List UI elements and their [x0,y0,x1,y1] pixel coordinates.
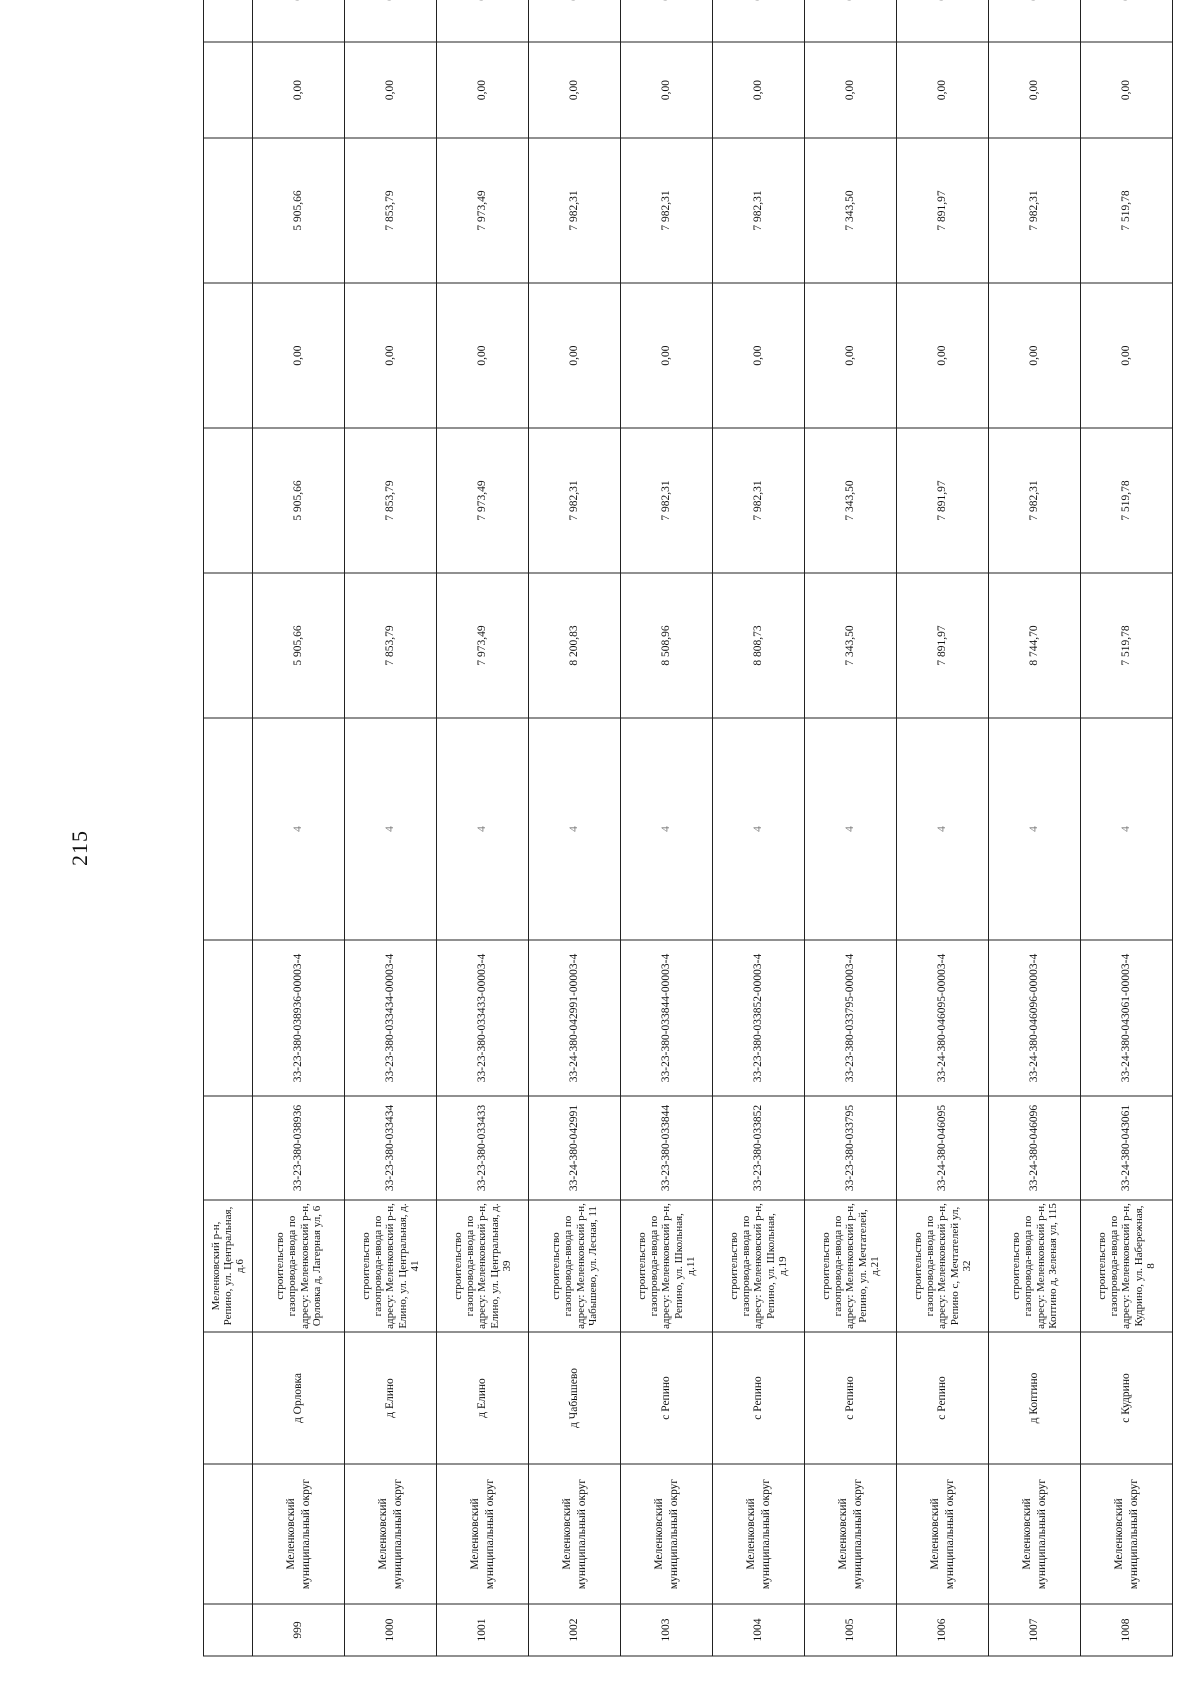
cell-settlement: д Елино [345,1332,437,1464]
cell-settlement: д Орловка [253,1332,345,1464]
cell-district: Меленковский муниципальный округ [253,1464,345,1604]
cell-address: строительство газопровода-ввода по адресу: Меленковский р-н, Репино, ул. Школьная, д.19 [713,1200,805,1332]
cell-value-1: 8 808,73 [713,573,805,718]
cell-value-6 [621,0,713,42]
cell-value-1: 7 891,97 [897,573,989,718]
table-row [989,0,1081,1656]
cell-empty [204,940,253,1096]
cell-value-4: 7 982,31 [989,138,1081,283]
cell-code: 33-23-380-033795 [805,1096,897,1200]
cell-empty [204,1604,253,1656]
table-row [529,0,621,1656]
cell-count: 4 [713,718,805,940]
cell-district: Меленковский муниципальный округ [1081,1464,1173,1604]
cell-value-2: 7 982,31 [713,428,805,573]
cell-value-4: 7 973,49 [437,138,529,283]
data-table [203,0,1173,1657]
cell-code: 33-23-380-033844 [621,1096,713,1200]
cell-code: 33-23-380-038936 [253,1096,345,1200]
cell-settlement: д Чабышево [529,1332,621,1464]
cell-settlement: д Коптино [989,1332,1081,1464]
cell-number: 1006 [897,1604,989,1656]
cell-number: 1003 [621,1604,713,1656]
cell-value-3: 0,00 [897,283,989,428]
cell-value-4: 5 905,66 [253,138,345,283]
cell-value-5: 0,00 [529,42,621,138]
cell-empty [204,1096,253,1200]
cell-number: 999 [253,1604,345,1656]
cell-object-id: 33-23-380-033433-00003-4 [437,940,529,1096]
cell-number: 1005 [805,1604,897,1656]
cell-object-id: 33-24-380-042991-00003-4 [529,940,621,1096]
cell-value-5: 0,00 [1081,42,1173,138]
cell-address: строительство газопровода-ввода по адресу: Меленковский р-н, Коптино д, Зеленая ул, 115 [989,1200,1081,1332]
cell-number: 1000 [345,1604,437,1656]
cell-value-6 [437,0,529,42]
cell-count: 4 [1081,718,1173,940]
cell-value-3: 0,00 [713,283,805,428]
cell-value-3: 0,00 [253,283,345,428]
cell-number: 1004 [713,1604,805,1656]
cell-code: 33-24-380-046096 [989,1096,1081,1200]
cell-count: 4 [437,718,529,940]
cell-empty [204,718,253,940]
cell-empty [204,573,253,718]
table-row [345,0,437,1656]
cell-number: 1008 [1081,1604,1173,1656]
cell-district: Меленковский муниципальный округ [529,1464,621,1604]
cell-value-6 [713,0,805,42]
cell-count: 4 [897,718,989,940]
cell-empty [204,0,253,42]
cell-district: Меленковский муниципальный округ [805,1464,897,1604]
cell-value-6 [897,0,989,42]
cell-value-1: 7 853,79 [345,573,437,718]
cell-address: строительство газопровода-ввода по адресу: Меленковский р-н, Елино, ул. Центральная, д. 39 [437,1200,529,1332]
cell-address: строительство газопровода-ввода по адресу: Меленковский р-н, Репино с, Мечтателей ул, 32 [897,1200,989,1332]
cell-settlement: с Репино [621,1332,713,1464]
table-row [437,0,529,1656]
cell-object-id: 33-23-380-033852-00003-4 [713,940,805,1096]
cell-value-1: 5 905,66 [253,573,345,718]
cell-value-4: 7 343,50 [805,138,897,283]
cell-code: 33-24-380-042991 [529,1096,621,1200]
cell-value-4: 7 853,79 [345,138,437,283]
cell-value-3: 0,00 [1081,283,1173,428]
cell-value-5: 0,00 [437,42,529,138]
cell-settlement: д Елино [437,1332,529,1464]
cell-empty [204,428,253,573]
cell-value-5: 0,00 [897,42,989,138]
cell-value-1: 7 519,78 [1081,573,1173,718]
cell-value-6 [529,0,621,42]
table-row [713,0,805,1656]
table-row [1081,0,1173,1656]
cell-value-1: 7 343,50 [805,573,897,718]
cell-value-4: 7 982,31 [713,138,805,283]
cell-value-2: 7 982,31 [621,428,713,573]
table-container [203,40,1157,1657]
cell-object-id: 33-24-380-046096-00003-4 [989,940,1081,1096]
cell-empty [204,1464,253,1604]
cell-count: 4 [805,718,897,940]
cell-district: Меленковский муниципальный округ [713,1464,805,1604]
cell-district: Меленковский муниципальный округ [437,1464,529,1604]
cell-district: Меленковский муниципальный округ [897,1464,989,1604]
cell-value-6 [1081,0,1173,42]
cell-empty [204,42,253,138]
table-row [621,0,713,1656]
cell-value-5: 0,00 [989,42,1081,138]
cell-code: 33-23-380-033433 [437,1096,529,1200]
cell-value-4: 7 891,97 [897,138,989,283]
cell-value-6 [253,0,345,42]
cell-count: 4 [253,718,345,940]
cell-address: строительство газопровода-ввода по адресу: Меленковский р-н, Елино, ул. Центральная, д. 41 [345,1200,437,1332]
cell-value-2: 7 891,97 [897,428,989,573]
cell-object-id: 33-24-380-043061-00003-4 [1081,940,1173,1096]
cell-value-4: 7 982,31 [529,138,621,283]
cell-settlement: с Кудрино [1081,1332,1173,1464]
cell-value-5: 0,00 [713,42,805,138]
cell-value-6 [805,0,897,42]
cell-value-3: 0,00 [621,283,713,428]
cell-number: 1002 [529,1604,621,1656]
cell-object-id: 33-23-380-033434-00003-4 [345,940,437,1096]
cell-value-1: 8 200,83 [529,573,621,718]
cell-value-4: 7 519,78 [1081,138,1173,283]
cell-empty [204,1332,253,1464]
cell-value-5: 0,00 [253,42,345,138]
cell-district: Меленковский муниципальный округ [989,1464,1081,1604]
cell-address: строительство газопровода-ввода по адресу: Меленковский р-н, Кудрино, ул. Набережная, 8 [1081,1200,1173,1332]
cell-code: 33-24-380-043061 [1081,1096,1173,1200]
cell-value-4: 7 982,31 [621,138,713,283]
cell-value-1: 8 744,70 [989,573,1081,718]
cell-object-id: 33-23-380-033844-00003-4 [621,940,713,1096]
cell-object-id: 33-23-380-033795-00003-4 [805,940,897,1096]
cell-empty [204,283,253,428]
cell-settlement: с Репино [805,1332,897,1464]
cell-address: строительство газопровода-ввода по адресу: Меленковский р-н, Репино, ул. Школьная, д.11 [621,1200,713,1332]
cell-value-1: 8 508,96 [621,573,713,718]
cell-number: 1001 [437,1604,529,1656]
table-row [897,0,989,1656]
cell-value-3: 0,00 [805,283,897,428]
cell-district: Меленковский муниципальный округ [621,1464,713,1604]
table-row [805,0,897,1656]
cell-code: 33-24-380-046095 [897,1096,989,1200]
cell-value-2: 7 343,50 [805,428,897,573]
cell-value-2: 7 982,31 [989,428,1081,573]
cell-address: строительство газопровода-ввода по адресу: Меленковский р-н, Чабышево, ул. Лесная, 11 [529,1200,621,1332]
cell-code: 33-23-380-033434 [345,1096,437,1200]
cell-value-1: 7 973,49 [437,573,529,718]
cell-value-2: 5 905,66 [253,428,345,573]
cell-value-2: 7 973,49 [437,428,529,573]
table-body [204,0,1173,1656]
cell-value-5: 0,00 [621,42,713,138]
continuation-row [204,0,253,1656]
cell-code: 33-23-380-033852 [713,1096,805,1200]
cell-empty [204,138,253,283]
page-number: 215 [67,830,92,866]
cell-address: строительство газопровода-ввода по адресу: Меленковский р-н, Орловка д, Лагерная ул, 6 [253,1200,345,1332]
cell-district: Меленковский муниципальный округ [345,1464,437,1604]
cell-count: 4 [529,718,621,940]
cell-value-6 [989,0,1081,42]
cell-number: 1007 [989,1604,1081,1656]
cell-count: 4 [989,718,1081,940]
table-row [253,0,345,1656]
cell-address: строительство газопровода-ввода по адресу: Меленковский р-н, Репино, ул. Мечтателей, д.21 [805,1200,897,1332]
cell-value-3: 0,00 [529,283,621,428]
cell-value-5: 0,00 [805,42,897,138]
cell-value-2: 7 982,31 [529,428,621,573]
cell-settlement: с Репино [897,1332,989,1464]
cell-object-id: 33-23-380-038936-00003-4 [253,940,345,1096]
cell-address: Меленковский р-н, Репино, ул. Центральная, д.6 [204,1200,253,1332]
cell-object-id: 33-24-380-046095-00003-4 [897,940,989,1096]
cell-value-5: 0,00 [345,42,437,138]
cell-value-3: 0,00 [989,283,1081,428]
cell-value-2: 7 853,79 [345,428,437,573]
cell-value-2: 7 519,78 [1081,428,1173,573]
cell-count: 4 [345,718,437,940]
cell-value-3: 0,00 [437,283,529,428]
cell-value-6 [345,0,437,42]
cell-value-3: 0,00 [345,283,437,428]
cell-count: 4 [621,718,713,940]
cell-settlement: с Репино [713,1332,805,1464]
